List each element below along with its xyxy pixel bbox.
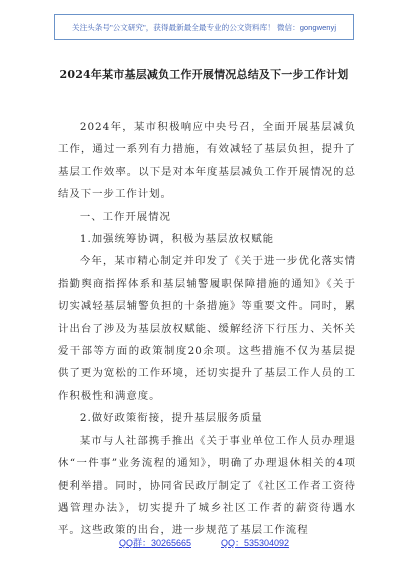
footer-contact xyxy=(0,536,408,549)
header-banner xyxy=(54,14,354,40)
section-heading: 一、工作开展情况 xyxy=(79,210,171,223)
subsection-heading: 1.加强统筹协调，积极为基层放权赋能 xyxy=(79,233,274,246)
document-body xyxy=(58,116,356,542)
subsection-heading: 2.做好政策衔接，提升基层服务质量 xyxy=(79,412,263,425)
intro-paragraph: 2024年，某市积极响应中央号召，全面开展基层减负工作，通过一系列有力措施，有效减轻了基层负担，提升了基层工作效率。以下是对本年度基层减负工作开展情况的总结及下一步工作计划。 xyxy=(58,121,356,201)
document-title: 2024年某市基层减负工作开展情况总结及下一步工作计划 xyxy=(59,68,349,81)
qq-contact-link[interactable]: QQ：535304092 xyxy=(220,538,290,548)
body-paragraph: 某市与人社部携手推出《关于事业单位工作人员办理退休“一件事”业务流程的通知》，明确了办理退休相关的4项便利举措。同时，协同省民政厅制定了《社区工作者工资待遇管理办法》，切实提升了城乡社区工作者的薪资待遇水平。这些政策的出台，进一步规范了基层工作流程 xyxy=(58,434,356,537)
body-paragraph: 今年，某市精心制定并印发了《关于进一步优化落实情指勤舆商指挥体系和基层辅警履职保障措施的通知》《关于切实减轻基层辅警负担的十条措施》等重要文件。同时，累计出台了涉及为基层放权赋能、缓解经济下行压力、关怀关爱干部等方面的政策制度20余项。这些措施不仅为基层提供了更为宽松的工作环境，还切实提升了基层工作人员的工作积极性和满意度。 xyxy=(58,255,356,402)
banner-text: 关注头条号"公文研究"，获得最新最全最专业的公文资料库！ 微信：gongwenyj xyxy=(71,22,337,32)
qq-group-link[interactable]: QQ群：30265665 xyxy=(118,538,191,548)
